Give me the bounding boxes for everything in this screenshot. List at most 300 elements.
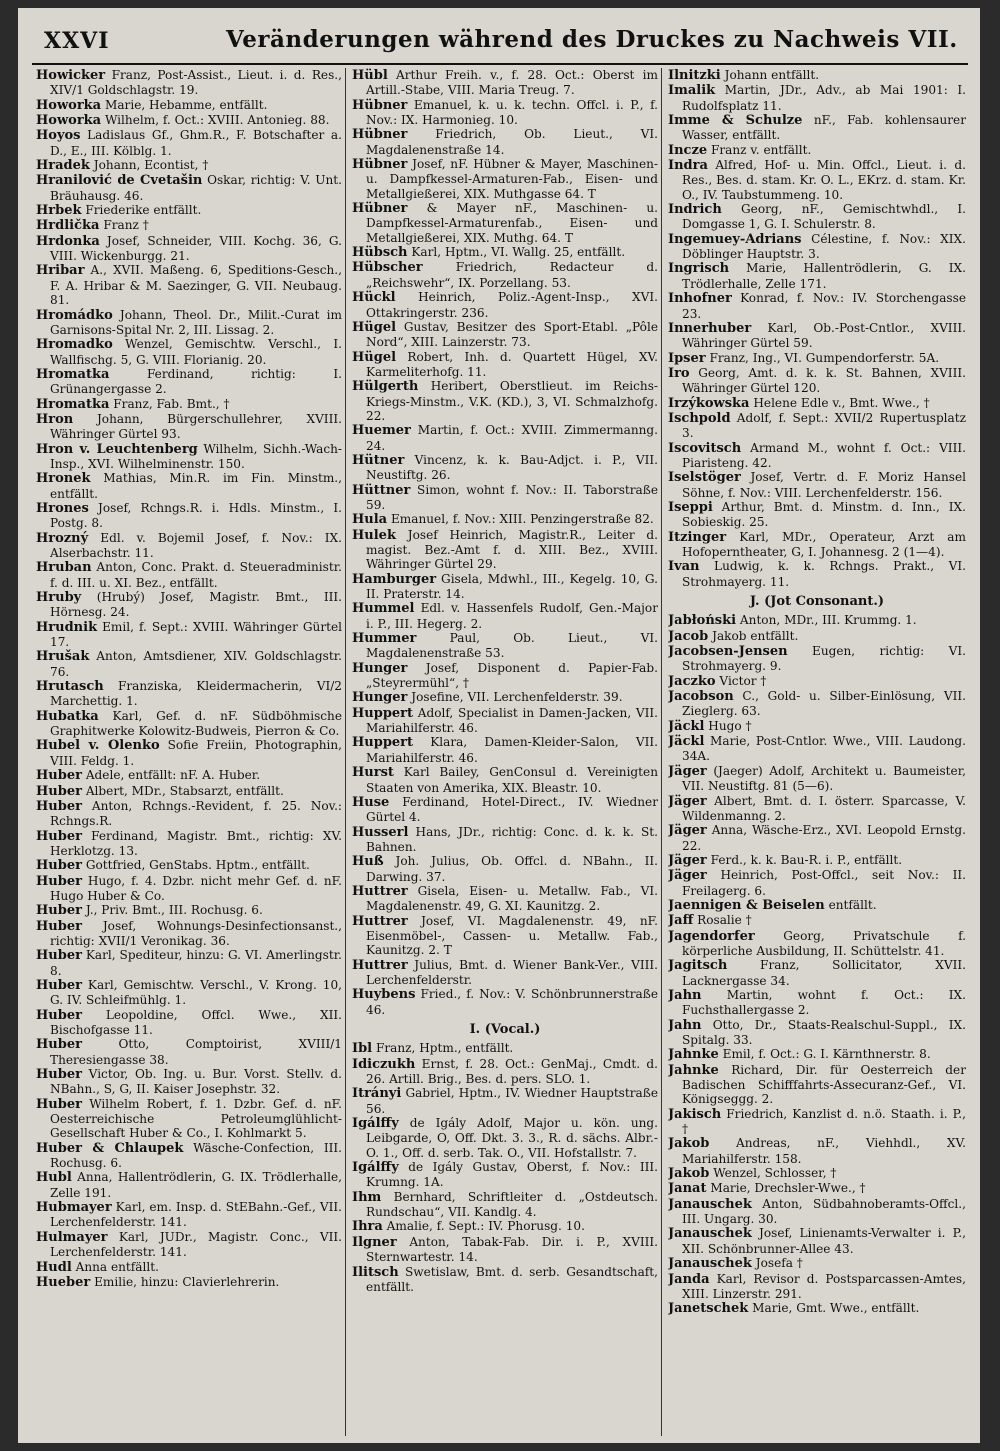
entry-name: Hruby xyxy=(36,590,82,606)
directory-entry xyxy=(352,201,658,245)
entry-text: Paul, Ob. Lieut., VI. Magdalenenstraße 53. xyxy=(366,631,658,661)
entry-text: Franziska, Kleidermacherin, VI/2 Marchettig. 1. xyxy=(50,679,342,709)
entry-text: Josef, Vertr. d. F. Moriz Hansel Söhne, f. Nov.: VIII. Lerchenfelderstr. 156. xyxy=(682,470,966,500)
directory-entry xyxy=(36,442,342,472)
entry-text: Sofie Freiin, Photographin, VIII. Feldg. 1. xyxy=(50,738,342,768)
directory-entry xyxy=(352,528,658,572)
entry-text: Karl, Gemischtw. Verschl., V. Krong. 10, G. IV. Schleifmühlg. 1. xyxy=(50,977,342,1008)
entry-name: Huber xyxy=(36,828,82,844)
entry-text: A., XVII. Maßeng. 6, Speditions-Gesch., F. A. Hribar & M. Saezinger, G. VII. Neubaug. 81. xyxy=(50,263,342,308)
directory-entry xyxy=(36,234,342,264)
entry-name: Jäger xyxy=(668,823,707,839)
entry-name: Janat xyxy=(668,1181,707,1197)
entry-text: Karl, Ob.-Post-Cntlor., XVIII. Währinger Gürtel 59. xyxy=(682,320,966,351)
entry-text: Martin, JDr., Adv., ab Mai 1901: I. Rudolfsplatz 11. xyxy=(682,83,966,113)
entry-text: & Mayer nF., Maschinen- u. Dampfkessel-Armaturenfab., Eisen- und Metallgießerei, XIX. Muthg. 64. T xyxy=(366,201,658,245)
directory-entry xyxy=(36,874,342,904)
entry-name: Jahn xyxy=(668,1017,702,1033)
directory-entry xyxy=(668,202,966,232)
entry-text: J., Priv. Bmt., III. Rochusg. 6. xyxy=(85,903,263,918)
directory-entry xyxy=(668,83,966,113)
directory-entry xyxy=(668,689,966,719)
directory-entry xyxy=(36,367,342,397)
directory-entry xyxy=(668,113,966,143)
entry-name: Janauschek xyxy=(668,1256,752,1272)
entry-name: Hübner xyxy=(352,157,408,173)
entry-text: Eugen, richtig: VI. Strohmayerg. 9. xyxy=(682,644,966,674)
entry-name: Huß xyxy=(352,854,384,870)
entry-text: Otto, Comptoirist, XVIII/1 Theresiengasse 38. xyxy=(50,1037,342,1067)
entry-name: Huber xyxy=(36,903,82,919)
entry-name: Huber xyxy=(36,768,82,784)
entry-name: Howorka xyxy=(36,97,102,113)
entry-name: Huber & Chlaupek xyxy=(36,1140,184,1156)
directory-entry xyxy=(36,738,342,768)
entry-text: Emil, f. Sept.: XVIII. Währinger Gürtel 17. xyxy=(50,619,342,650)
directory-entry xyxy=(352,157,658,201)
entry-name: Janauschek xyxy=(668,1196,752,1212)
entry-name: Hronek xyxy=(36,471,91,487)
entry-text: Karl, MDr., Operateur, Arzt am Hofoperntheater, G, I. Johannesg. 2 (1—4). xyxy=(682,529,966,559)
directory-entry xyxy=(36,263,342,307)
entry-text: Ferdinand, Magistr. Bmt., richtig: XV. Herklotzg. 13. xyxy=(50,828,342,858)
entry-text: Josef, nF. Hübner & Mayer, Maschinen- u. Dampfkessel-Armaturen-Fab., Eisen- und Metallgießerei, XIX. Muthgasse 64. T xyxy=(366,157,658,201)
entry-text: Karl, Spediteur, hinzu: G. VI. Amerlingstr. 8. xyxy=(50,948,342,978)
directory-entry xyxy=(36,158,342,173)
directory-entry xyxy=(668,1272,966,1302)
entry-text: Josef, Schneider, VIII. Kochg. 36, G. VIII. Wickenburgg. 21. xyxy=(50,233,342,264)
directory-page xyxy=(18,8,980,1443)
entry-name: Hummel xyxy=(352,601,415,617)
entry-text: Franz, Ing., VI. Gumpendorferstr. 5A. xyxy=(709,350,940,365)
directory-entry xyxy=(668,470,966,500)
entry-text: Franz, Fab. Bmt., † xyxy=(113,396,230,411)
entry-name: Huber xyxy=(36,1067,82,1083)
directory-entry xyxy=(352,1160,658,1190)
entry-name: Hula xyxy=(352,512,388,528)
entry-text: nF., Fab. kohlensaurer Wasser, entfällt. xyxy=(682,113,966,143)
entry-name: Huber xyxy=(36,1037,82,1053)
directory-entry xyxy=(668,734,966,764)
entry-text: Friedrich, Ob. Lieut., VI. Magdalenenstraße 14. xyxy=(366,127,658,157)
entry-text: Edl. v. Bojemil Josef, f. Nov.: IX. Alserbachstr. 11. xyxy=(50,530,342,560)
entry-text: Julius, Bmt. d. Wiener Bank-Ver., VIII. Lerchenfelderstr. xyxy=(366,957,658,987)
entry-name: Jäger xyxy=(668,763,707,779)
entry-text: Wilhelm, f. Oct.: XVIII. Antonieg. 88. xyxy=(104,113,330,128)
entry-text: Amalie, f. Sept.: IV. Phorusg. 10. xyxy=(386,1219,585,1234)
entry-text: Emil, f. Oct.: G. I. Kärnthnerstr. 8. xyxy=(722,1047,931,1062)
entry-name: Jacob xyxy=(668,628,709,644)
directory-entry xyxy=(352,245,658,260)
entry-text: Oskar, richtig: V. Unt. Bräuhausg. 46. xyxy=(50,173,342,203)
entry-text: Hugo, f. 4. Dzbr. nicht mehr Gef. d. nF. Hugo Huber & Co. xyxy=(50,873,342,903)
directory-entry xyxy=(36,590,342,620)
entry-text: Gustav, Besitzer des Sport-Etabl. „Pôle Nord“, XIII. Lainzerstr. 73. xyxy=(366,319,658,350)
directory-entry xyxy=(668,1256,966,1271)
entry-name: Hügel xyxy=(352,349,397,365)
entry-name: Itrányi xyxy=(352,1086,402,1102)
directory-entry xyxy=(352,260,658,290)
entry-text: Franz † xyxy=(103,218,149,233)
directory-entry xyxy=(668,823,966,853)
entry-text: Karl, Revisor d. Postsparcassen-Amtes, XIII. Linzerstr. 291. xyxy=(682,1271,966,1301)
directory-entry xyxy=(352,423,658,453)
directory-entry xyxy=(36,829,342,859)
entry-name: Huber xyxy=(36,873,82,889)
entry-text: Simon, wohnt f. Nov.: II. Taborstraße 59. xyxy=(366,482,658,512)
entry-name: Hückl xyxy=(352,290,396,306)
entry-text: Josefine, VII. Lerchenfelderstr. 39. xyxy=(411,690,623,705)
directory-entry xyxy=(36,337,342,367)
directory-entry xyxy=(352,1265,658,1295)
entry-text: Helene Edle v., Bmt. Wwe., † xyxy=(753,395,930,410)
entry-text: Ferdinand, richtig: I. Grünangergasse 2. xyxy=(50,366,342,397)
directory-entry xyxy=(36,620,342,650)
directory-entry xyxy=(36,68,342,98)
entry-name: Hülgerth xyxy=(352,379,419,395)
entry-text: Georg, Privatschule f. körperliche Ausbildung, II. Schüttelstr. 41. xyxy=(682,928,966,958)
entry-name: Hübscher xyxy=(352,260,423,276)
entry-name: Hradek xyxy=(36,158,90,174)
entry-text: Gottfried, GenStabs. Hptm., entfällt. xyxy=(85,858,310,873)
directory-entry xyxy=(352,512,658,527)
directory-entry xyxy=(352,1086,658,1116)
entry-name: Hüttner xyxy=(352,482,411,498)
entry-name: Hudl xyxy=(36,1259,72,1275)
entry-name: Ilnitzki xyxy=(668,68,721,83)
entry-name: Hrudnik xyxy=(36,619,98,635)
entry-name: Howicker xyxy=(36,68,106,83)
directory-entry xyxy=(36,98,342,113)
entry-text: Arthur Freih. v., f. 28. Oct.: Oberst im Artill.-Stabe, VIII. Maria Treug. 7. xyxy=(366,68,658,98)
entry-text: Franz, Post-Assist., Lieut. i. d. Res., XIV/1 Goldschlagstr. 19. xyxy=(50,68,342,98)
entry-name: Hübner xyxy=(352,201,408,217)
entry-text: Gisela, Eisen- u. Metallw. Fab., VI. Magdalenenstr. 49, G. XI. Kaunitzg. 2. xyxy=(366,883,658,914)
directory-entry xyxy=(668,898,966,913)
entry-name: Hulmayer xyxy=(36,1229,108,1245)
directory-entry xyxy=(352,1057,658,1087)
directory-entry xyxy=(36,173,342,203)
entry-name: Jagitsch xyxy=(668,958,728,974)
entry-name: Hamburger xyxy=(352,571,437,587)
entry-text: Emanuel, f. Nov.: XIII. Penzingerstraße 82. xyxy=(390,512,654,527)
entry-text: Gisela, Mdwhl., III., Kegelg. 10, G. II. Praterstr. 14. xyxy=(366,571,658,602)
directory-entry xyxy=(668,291,966,321)
entry-text: Josef, Linienamts-Verwalter i. P., XII. Schönbrunner-Allee 43. xyxy=(682,1226,966,1256)
directory-entry xyxy=(668,143,966,158)
entry-text: Ernst, f. 28. Oct.: GenMaj., Cmdt. d. 26. Artill. Brig., Bes. d. pers. SLO. 1. xyxy=(366,1056,658,1087)
entry-text: Johann, Bürgerschullehrer, XVIII. Währinger Gürtel 93. xyxy=(50,411,342,442)
entry-name: Huppert xyxy=(352,705,414,721)
entry-text: Victor † xyxy=(719,673,767,688)
entry-text: Ferd., k. k. Bau-R. i. P., entfällt. xyxy=(710,852,903,867)
directory-entry xyxy=(36,397,342,412)
directory-entry xyxy=(352,379,658,423)
entry-name: Jäger xyxy=(668,852,707,868)
header-rule xyxy=(32,63,968,65)
entry-text: Alfred, Hof- u. Min. Offcl., Lieut. i. d. Res., Bes. d. stam. Kr. O. L., EKrz. d. stam. Kr. O., IV. Taubstummeng. 10. xyxy=(682,158,966,202)
entry-name: Hubl xyxy=(36,1170,72,1186)
entry-text: Wilhelm Robert, f. 1. Dzbr. Gef. d. nF. Oesterreichische Petroleumglühlicht-Gesellschaft Huber & Co., I. Kohlmarkt 5. xyxy=(50,1096,342,1141)
directory-entry xyxy=(668,366,966,396)
entry-name: Hrones xyxy=(36,500,89,516)
entry-text: Ludwig, k. k. Rchngs. Prakt., VI. Strohmayerg. 11. xyxy=(682,559,966,589)
entry-name: Huybens xyxy=(352,987,416,1003)
directory-entry xyxy=(36,709,342,739)
directory-entry xyxy=(36,531,342,561)
entry-text: Johann, Theol. Dr., Milit.-Curat im Garnisons-Spital Nr. 2, III. Lissag. 2. xyxy=(50,307,342,337)
entry-name: Hübner xyxy=(352,97,408,113)
directory-entry xyxy=(668,1136,966,1166)
entry-text: Konrad, f. Nov.: IV. Storchengasse 23. xyxy=(682,291,966,321)
directory-entry xyxy=(36,1097,342,1141)
entry-name: Ilgner xyxy=(352,1234,397,1250)
entry-text: Karl, Hptm., VI. Wallg. 25, entfällt. xyxy=(411,245,626,260)
entry-text: Bernhard, Schriftleiter d. „Ostdeutsch. Rundschau“, VII. Kandlg. 4. xyxy=(366,1189,658,1220)
entry-text: Adolf, Specialist in Damen-Jacken, VII. Mariahilferstr. 46. xyxy=(366,705,658,736)
directory-entry xyxy=(668,868,966,898)
entry-text: Marie, Post-Cntlor. Wwe., VIII. Laudong. 34A. xyxy=(682,734,966,764)
directory-entry xyxy=(352,68,658,98)
entry-text: Karl, Gef. d. nF. Südböhmische Graphitwerke Kolowitz-Budweis, Pierron & Co. xyxy=(50,708,342,739)
directory-entry xyxy=(36,799,342,829)
entry-text: Anton, Tabak-Fab. Dir. i. P., XVIII. Sternwartestr. 14. xyxy=(366,1234,658,1265)
entry-text: Franz v. entfällt. xyxy=(710,142,812,157)
directory-entry xyxy=(36,919,342,949)
section-heading: J. (Jot Consonant.) xyxy=(749,594,885,610)
directory-entry xyxy=(668,613,966,628)
entry-text: de Igály Adolf, Major u. kön. ung. Leibgarde, O, Off. Dkt. 3. 3., R. d. sächs. Albr.-O. 1., Off. d. serb. Tak. O., VII. Hofstallstr. 7. xyxy=(366,1116,658,1160)
directory-entry xyxy=(36,1170,342,1200)
entry-name: Jakisch xyxy=(668,1106,722,1122)
entry-text: Marie, Gmt. Wwe., entfällt. xyxy=(752,1301,920,1316)
page-number: XXVI xyxy=(44,28,110,54)
entry-text: Albert, Bmt. d. I. österr. Sparcasse, V. Wildenmanng. 2. xyxy=(682,793,966,823)
directory-entry xyxy=(352,1190,658,1220)
entry-name: Janetschek xyxy=(668,1301,749,1317)
entry-text: Heinrich, Post-Offcl., seit Nov.: II. Freilagerg. 6. xyxy=(682,868,966,898)
directory-entry xyxy=(668,411,966,441)
directory-entry xyxy=(352,706,658,736)
entry-name: Ingemuey-Adrians xyxy=(668,231,802,247)
entry-name: Hrutasch xyxy=(36,679,104,695)
entry-name: Ipser xyxy=(668,350,706,366)
entry-name: Huse xyxy=(352,794,390,810)
entry-text: Andreas, nF., Viehhdl., XV. Mariahilferstr. 158. xyxy=(682,1136,966,1166)
entry-text: Marie, Drechsler-Wwe., † xyxy=(710,1181,866,1196)
directory-entry xyxy=(668,559,966,589)
entry-name: Hrbek xyxy=(36,203,82,219)
directory-entry xyxy=(36,1260,342,1275)
directory-entry xyxy=(668,629,966,644)
entry-name: Huber xyxy=(36,858,82,874)
entry-text: Anton, Conc. Prakt. d. Steueradministr. f. d. III. u. XI. Bez., entfällt. xyxy=(50,560,342,590)
entry-name: Idiczukh xyxy=(352,1056,416,1072)
directory-entry xyxy=(668,530,966,560)
directory-entry xyxy=(36,471,342,501)
directory-entry xyxy=(668,68,966,83)
directory-entry xyxy=(668,1018,966,1048)
directory-entry xyxy=(668,988,966,1018)
entry-name: Itzinger xyxy=(668,529,727,545)
entry-name: Hrdlička xyxy=(36,218,100,234)
directory-entry xyxy=(352,958,658,988)
directory-entry xyxy=(352,483,658,513)
directory-entry xyxy=(352,453,658,483)
section-heading: I. (Vocal.) xyxy=(469,1022,541,1037)
directory-entry xyxy=(668,1181,966,1196)
entry-name: Ischpold xyxy=(668,410,731,426)
column-2 xyxy=(352,68,658,1438)
entry-name: Imalik xyxy=(668,83,716,99)
entry-name: Hubatka xyxy=(36,708,99,724)
directory-entry xyxy=(352,795,658,825)
directory-entry xyxy=(352,765,658,795)
entry-text: Marie, Hebamme, entfällt. xyxy=(104,97,268,112)
page-title: Veränderungen während des Druckes zu Nachweis VII. xyxy=(226,26,958,53)
entry-text: Ladislaus Gf., Ghm.R., F. Botschafter a. D., E., III. Kölblg. 1. xyxy=(50,128,342,158)
entry-name: Ilitsch xyxy=(352,1264,399,1280)
entry-text: Emilie, hinzu: Clavierlehrerin. xyxy=(94,1274,280,1289)
entry-text: Franz, Sollicitator, XVII. Lacknergasse 34. xyxy=(682,958,966,988)
entry-text: Joh. Julius, Ob. Offcl. d. NBahn., II. Darwing. 37. xyxy=(366,854,658,884)
entry-text: Josef, Rchngs.R. i. Hdls. Minstm., I. Postg. 8. xyxy=(50,500,342,531)
directory-entry xyxy=(668,1047,966,1062)
directory-entry xyxy=(36,1008,342,1038)
directory-entry xyxy=(36,649,342,679)
entry-name: Huber xyxy=(36,977,82,993)
directory-entry xyxy=(668,674,966,689)
entry-name: Jäger xyxy=(668,793,707,809)
entry-text: Wenzel, Schlosser, † xyxy=(713,1166,837,1181)
directory-entry xyxy=(36,978,342,1008)
directory-entry xyxy=(36,1037,342,1067)
entry-name: Huber xyxy=(36,1007,82,1023)
entry-name: Indrich xyxy=(668,202,722,218)
entry-text: Edl. v. Hassenfels Rudolf, Gen.-Major i. P., III. Hegerg. 2. xyxy=(366,601,658,631)
entry-name: Jaennigen & Beiselen xyxy=(668,897,825,913)
entry-name: Ibl xyxy=(352,1041,373,1057)
entry-name: Hübl xyxy=(352,68,388,83)
directory-entry xyxy=(352,987,658,1017)
directory-entry xyxy=(668,929,966,959)
entry-text: Georg, Amt. d. k. k. St. Bahnen, XVIII. Währinger Gürtel 120. xyxy=(682,365,966,396)
entry-name: Jahn xyxy=(668,987,702,1003)
entry-text: Heribert, Oberstlieut. im Reichs-Kriegs-Minstm., V.K. (KD.), 3, VI. Schmalzhofg. 22. xyxy=(366,379,658,423)
entry-name: Hruban xyxy=(36,560,92,576)
entry-name: Hübner xyxy=(352,127,408,143)
entry-text: Josef, Disponent d. Papier-Fab. „Steyrermühl“, † xyxy=(366,660,658,691)
directory-entry xyxy=(352,914,658,958)
entry-name: Jahnke xyxy=(668,1047,719,1063)
entry-text: Klara, Damen-Kleider-Salon, VII. Mariahilferstr. 46. xyxy=(366,735,658,765)
entry-name: Iselstöger xyxy=(668,470,741,486)
entry-text: Arthur, Bmt. d. Minstm. d. Inn., IX. Sobieskig. 25. xyxy=(682,499,966,530)
entry-name: Howorka xyxy=(36,113,102,129)
entry-text: Hugo † xyxy=(708,718,752,733)
entry-name: Hribar xyxy=(36,263,85,279)
directory-entry xyxy=(352,631,658,661)
entry-text: Martin, f. Oct.: XVIII. Zimmermanng. 24. xyxy=(366,423,658,453)
entry-text: Josefa † xyxy=(755,1256,803,1271)
entry-text: de Igály Gustav, Oberst, f. Nov.: III. Krumng. 1A. xyxy=(366,1160,658,1190)
entry-name: Hunger xyxy=(352,660,408,676)
directory-entry xyxy=(668,719,966,734)
entry-name: Iscovitsch xyxy=(668,440,742,456)
directory-entry xyxy=(36,1067,342,1097)
entry-text: Albert, MDr., Stabsarzt, entfällt. xyxy=(85,783,284,798)
entry-text: Hans, JDr., richtig: Conc. d. k. k. St. Bahnen. xyxy=(366,824,658,854)
entry-text: Johann, Econtist, † xyxy=(93,158,209,173)
entry-text: Célestine, f. Nov.: XIX. Döblinger Hauptstr. 3. xyxy=(682,231,966,262)
directory-entry xyxy=(668,764,966,794)
entry-name: Indra xyxy=(668,158,708,174)
entry-name: Huber xyxy=(36,783,82,799)
column-divider xyxy=(661,68,662,1436)
entry-text: Ferdinand, Hotel-Direct., IV. Wiedner Gürtel 4. xyxy=(366,794,658,825)
entry-name: Ingrisch xyxy=(668,261,730,277)
entry-name: Hurst xyxy=(352,765,394,781)
entry-text: Friederike entfällt. xyxy=(85,203,202,218)
entry-text: Victor, Ob. Ing. u. Bur. Vorst. Stellv. d. NBahn., S, G, II. Kaiser Josephstr. 32. xyxy=(50,1067,342,1097)
directory-entry xyxy=(36,948,342,978)
directory-entry xyxy=(668,321,966,351)
entry-text: Armand M., wohnt f. Oct.: VIII. Piaristeng. 42. xyxy=(682,440,966,470)
entry-name: Jaff xyxy=(668,913,694,929)
entry-text: Vincenz, k. k. Bau-Adjct. i. P., VII. Neustiftg. 26. xyxy=(366,452,658,483)
entry-name: Hütner xyxy=(352,452,405,468)
directory-entry xyxy=(668,232,966,262)
entry-text: Friedrich, Redacteur d. „Reichswehr“, IX. Porzellang. 53. xyxy=(366,260,658,290)
directory-entry xyxy=(352,127,658,157)
entry-name: Hubmayer xyxy=(36,1200,112,1216)
entry-name: Hron xyxy=(36,411,74,427)
entry-text: Anna entfällt. xyxy=(75,1259,159,1274)
directory-entry xyxy=(352,320,658,350)
directory-entry xyxy=(36,768,342,783)
directory-entry xyxy=(36,903,342,918)
entry-name: Hromatka xyxy=(36,396,110,412)
entry-text: Adolf, f. Sept.: XVII/2 Rupertusplatz 3. xyxy=(682,410,966,441)
directory-entry xyxy=(36,218,342,233)
directory-entry xyxy=(352,1116,658,1160)
directory-entry xyxy=(36,203,342,218)
entry-text: Anton, Amtsdiener, XIV. Goldschlagstr. 76. xyxy=(50,649,342,679)
directory-entry xyxy=(36,1230,342,1260)
entry-name: Jacobsen-Jensen xyxy=(668,644,788,660)
entry-name: Jacobson xyxy=(668,689,734,705)
entry-name: Huber xyxy=(36,918,82,934)
entry-text: Franz, Hptm., entfällt. xyxy=(375,1041,514,1056)
entry-name: Ihra xyxy=(352,1219,383,1235)
directory-entry xyxy=(668,441,966,471)
entry-name: Jakob xyxy=(668,1136,710,1152)
directory-entry xyxy=(352,884,658,914)
entry-name: Husserl xyxy=(352,824,409,840)
entry-text: Anton, Rchngs.-Revident, f. 25. Nov.: Rchngs.R. xyxy=(50,798,342,829)
directory-entry xyxy=(668,1197,966,1227)
entry-text: C., Gold- u. Silber-Einlösung, VII. Zieglerg. 63. xyxy=(682,689,966,719)
directory-entry xyxy=(668,1107,966,1137)
entry-text: Friedrich, Kanzlist d. n.ö. Staath. i. P., † xyxy=(682,1106,966,1137)
directory-entry xyxy=(36,1200,342,1230)
directory-entry xyxy=(668,644,966,674)
directory-entry xyxy=(668,351,966,366)
entry-text: Marie, Hallentrödlerin, G. IX. Trödlerhalle, Zelle 171. xyxy=(682,261,966,291)
entry-text: Anton, Südbahnoberamts-Offcl., III. Ungarg. 30. xyxy=(682,1196,966,1227)
directory-entry xyxy=(352,98,658,128)
entry-text: Wäsche-Confection, III. Rochusg. 6. xyxy=(50,1140,342,1171)
